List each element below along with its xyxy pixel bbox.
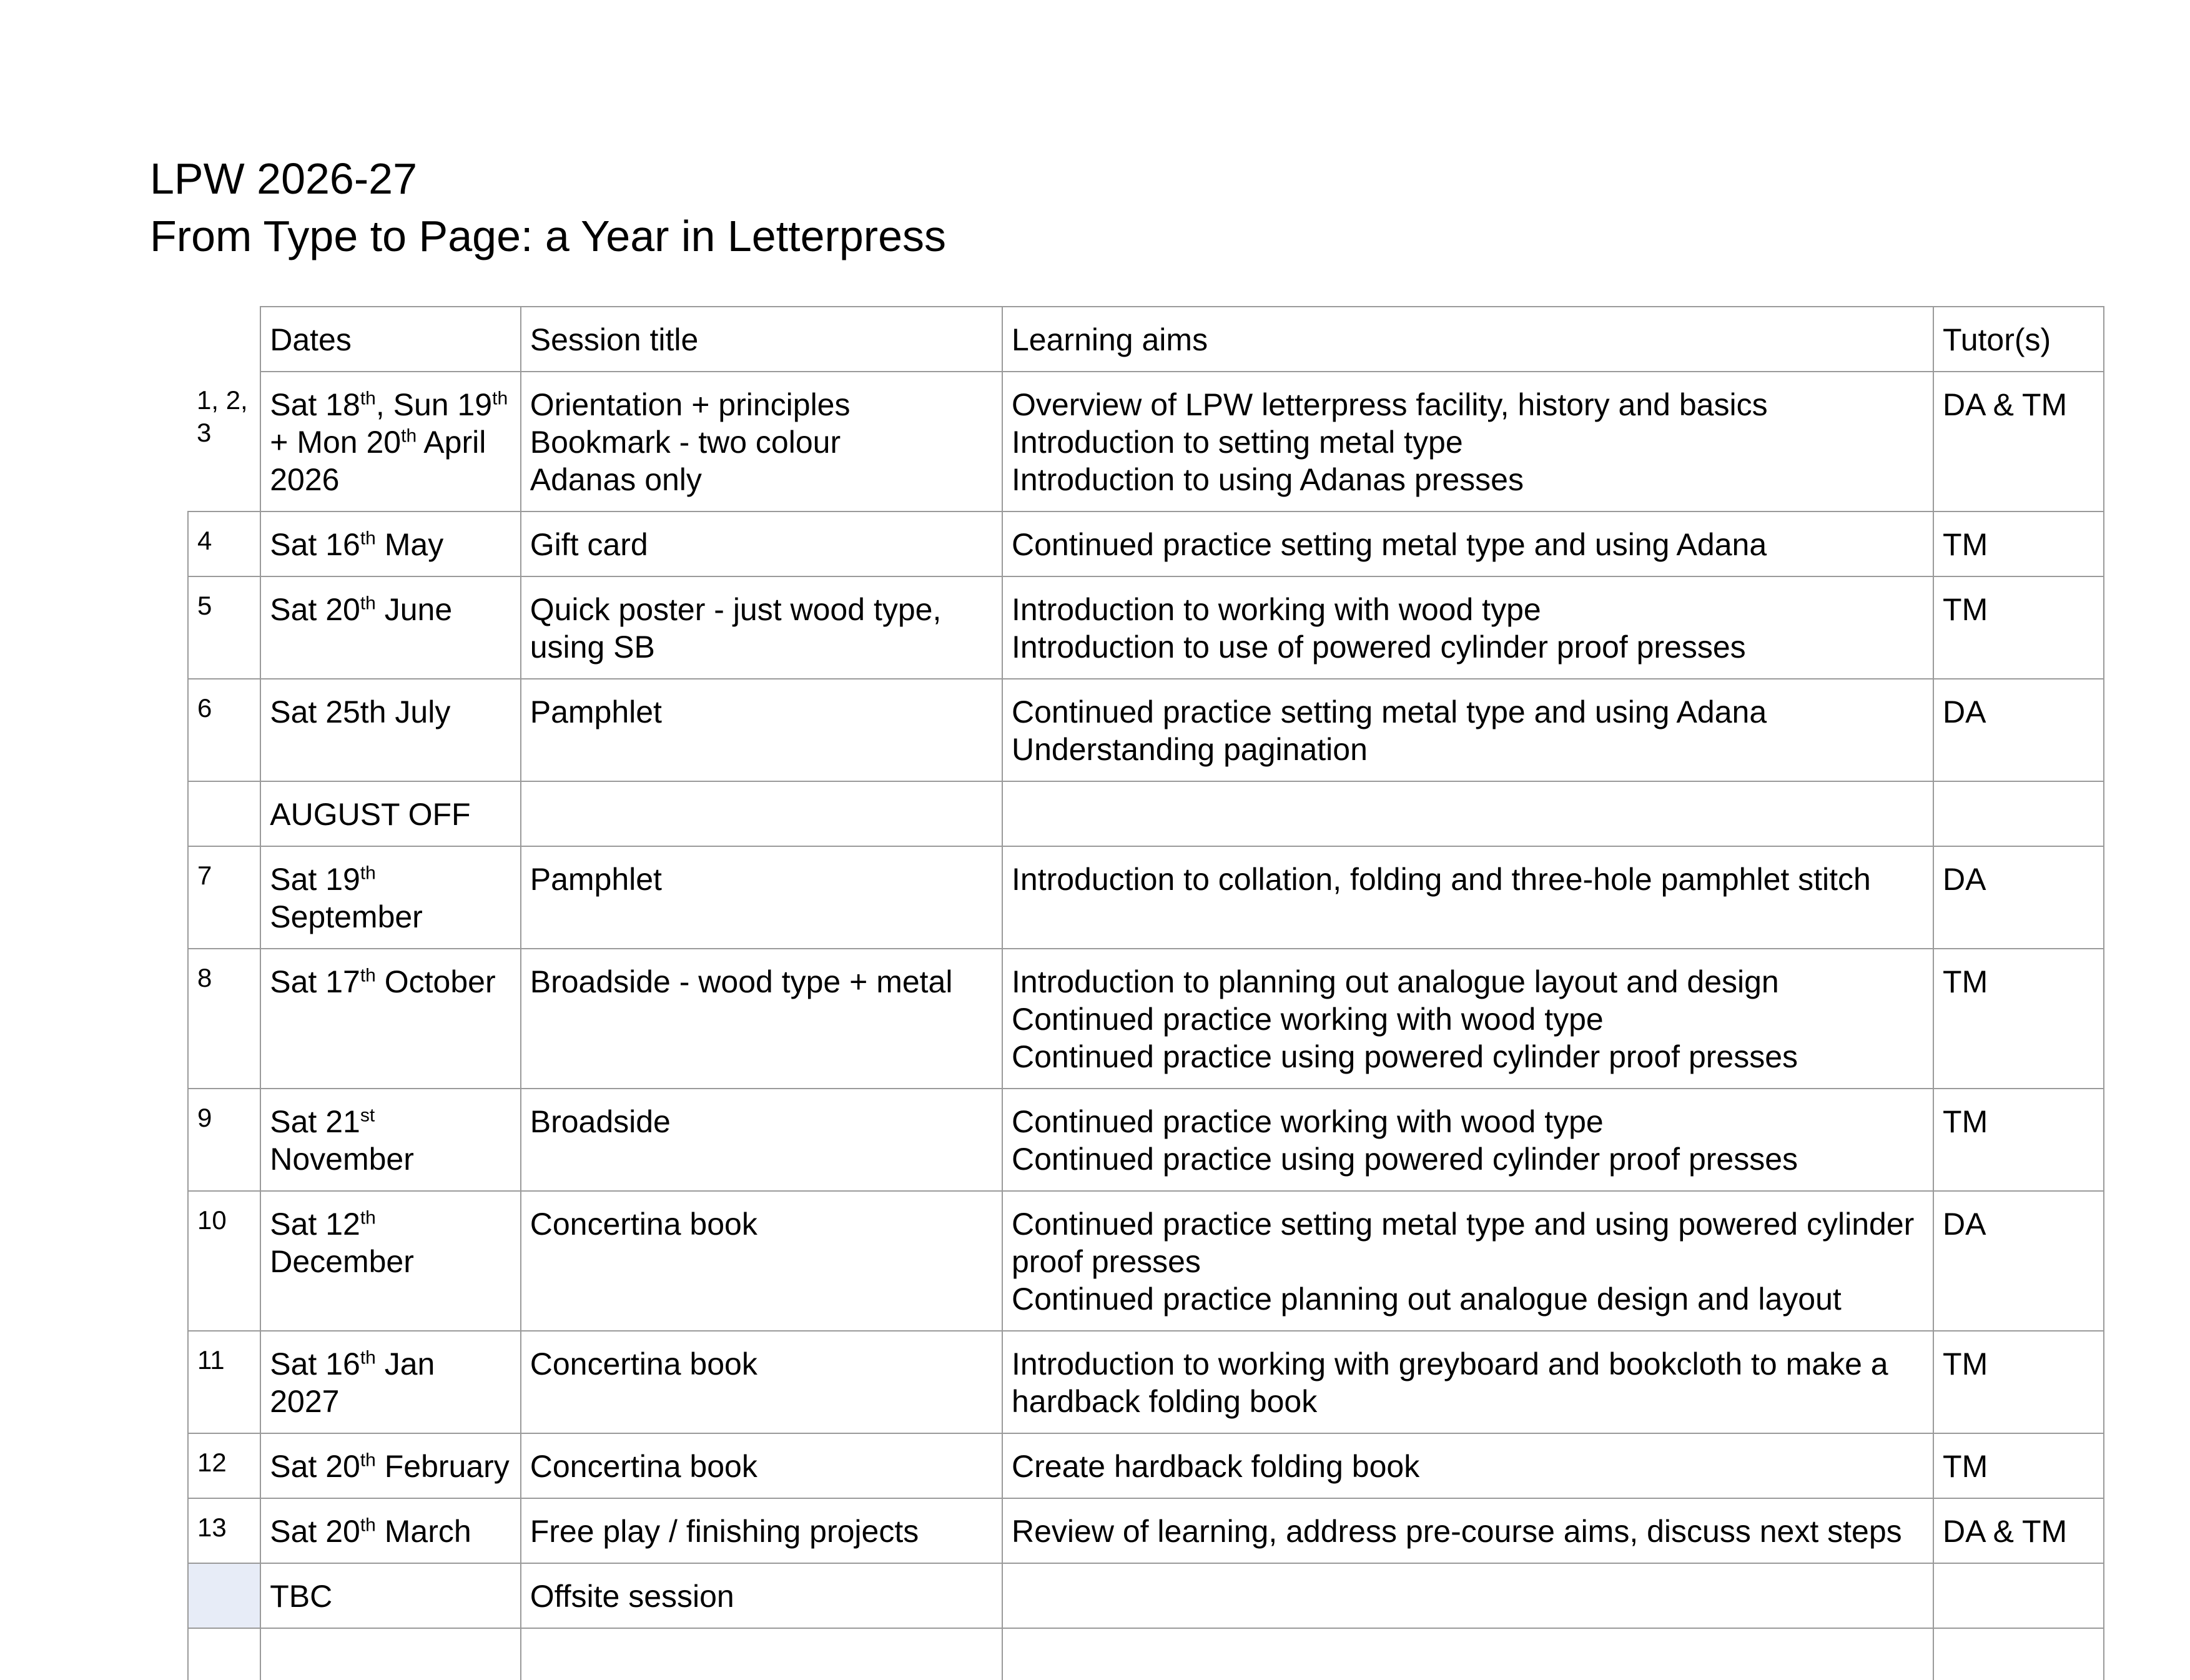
date-ordinal-suffix: st bbox=[360, 1105, 375, 1126]
schedule-table bbox=[187, 306, 2104, 1680]
table-row-empty bbox=[188, 1628, 2104, 1680]
session-title bbox=[521, 846, 1002, 949]
session-title-line: Gift card bbox=[530, 527, 648, 562]
date-ordinal-suffix: th bbox=[360, 593, 376, 614]
learning-aims bbox=[1002, 1498, 1933, 1563]
tutors: TM bbox=[1933, 1433, 2104, 1498]
tutors: TM bbox=[1933, 1331, 2104, 1433]
table-row bbox=[188, 511, 2104, 576]
session-title-line: Bookmark - two colour bbox=[530, 425, 841, 460]
learning-aims bbox=[1002, 949, 1933, 1089]
session-title-line: Free play / finishing projects bbox=[530, 1514, 919, 1549]
date-text: Sat 21 bbox=[270, 1104, 360, 1139]
document-header bbox=[150, 150, 946, 265]
tutors: TM bbox=[1933, 1089, 2104, 1191]
empty-cell bbox=[1933, 1628, 2104, 1680]
table-row bbox=[188, 1563, 2104, 1628]
session-number: 9 bbox=[188, 1089, 260, 1191]
table-row bbox=[188, 576, 2104, 679]
session-title-line: Pamphlet bbox=[530, 694, 662, 729]
learning-aim-line: Continued practice setting metal type and using Adana bbox=[1012, 694, 1767, 729]
tutors: DA & TM bbox=[1933, 372, 2104, 511]
session-number: 13 bbox=[188, 1498, 260, 1563]
date-ordinal-suffix: th bbox=[360, 528, 376, 549]
learning-aim-line: Introduction to setting metal type bbox=[1012, 425, 1463, 460]
session-title bbox=[521, 1563, 1002, 1628]
date-text: Sat 20 bbox=[270, 1514, 360, 1549]
tutors bbox=[1933, 781, 2104, 846]
date-ordinal-suffix: th bbox=[360, 388, 376, 409]
date-text: Sat 12 bbox=[270, 1207, 360, 1242]
date-text: Sat 18 bbox=[270, 387, 360, 422]
learning-aims bbox=[1002, 1191, 1933, 1331]
session-title-line: Adanas only bbox=[530, 462, 702, 497]
session-number: 10 bbox=[188, 1191, 260, 1331]
date-text: December bbox=[270, 1244, 414, 1279]
table-header-row bbox=[188, 307, 2104, 372]
date-ordinal-suffix: th bbox=[401, 425, 417, 447]
date-text: Jan 2027 bbox=[270, 1346, 435, 1419]
date-text: Sat 17 bbox=[270, 964, 360, 999]
table-row bbox=[188, 372, 2104, 511]
table-row bbox=[188, 781, 2104, 846]
column-header-number bbox=[188, 307, 260, 372]
session-title bbox=[521, 1089, 1002, 1191]
learning-aim-line: Review of learning, address pre-course aims, discuss next steps bbox=[1012, 1514, 1902, 1549]
table-row bbox=[188, 1433, 2104, 1498]
session-number: 4 bbox=[188, 511, 260, 576]
table-row bbox=[188, 949, 2104, 1089]
session-title bbox=[521, 1331, 1002, 1433]
date-text: March bbox=[375, 1514, 471, 1549]
date-text: TBC bbox=[270, 1579, 333, 1614]
learning-aim-line: Overview of LPW letterpress facility, history and basics bbox=[1012, 387, 1768, 422]
session-number: 8 bbox=[188, 949, 260, 1089]
session-title-line: Pamphlet bbox=[530, 862, 662, 897]
date-ordinal-suffix: th bbox=[360, 1347, 376, 1368]
date-text: June bbox=[375, 592, 453, 627]
session-date bbox=[260, 679, 520, 781]
table-row bbox=[188, 1191, 2104, 1331]
column-header-learning-aims: Learning aims bbox=[1002, 307, 1933, 372]
learning-aim-line: Understanding pagination bbox=[1012, 732, 1368, 767]
session-title-line: Broadside - wood type + metal bbox=[530, 964, 953, 999]
session-date bbox=[260, 372, 520, 511]
session-date bbox=[260, 511, 520, 576]
column-header-dates: Dates bbox=[260, 307, 520, 372]
learning-aim-line: Continued practice using powered cylinder proof presses bbox=[1012, 1142, 1798, 1177]
session-date bbox=[260, 781, 520, 846]
session-title-line: Broadside bbox=[530, 1104, 671, 1139]
session-date bbox=[260, 1433, 520, 1498]
date-text: February bbox=[375, 1449, 510, 1484]
date-text: April 2026 bbox=[270, 425, 486, 497]
date-text: October bbox=[375, 964, 496, 999]
tutors: DA & TM bbox=[1933, 1498, 2104, 1563]
learning-aim-line: Introduction to planning out analogue layout and design bbox=[1012, 964, 1779, 999]
learning-aim-line: Introduction to working with greyboard and bookcloth to make a hardback folding book bbox=[1012, 1346, 1888, 1419]
session-title bbox=[521, 1433, 1002, 1498]
table-row bbox=[188, 1089, 2104, 1191]
session-title bbox=[521, 949, 1002, 1089]
learning-aim-line: Introduction to use of powered cylinder proof presses bbox=[1012, 630, 1746, 665]
date-text: Sat 20 bbox=[270, 592, 360, 627]
date-text: Sat 16 bbox=[270, 1346, 360, 1381]
session-date bbox=[260, 1563, 520, 1628]
session-number bbox=[188, 781, 260, 846]
learning-aims bbox=[1002, 846, 1933, 949]
learning-aims bbox=[1002, 781, 1933, 846]
date-ordinal-suffix: th bbox=[360, 862, 376, 884]
learning-aim-line: Continued practice working with wood type bbox=[1012, 1002, 1604, 1037]
tutors bbox=[1933, 1563, 2104, 1628]
session-title bbox=[521, 576, 1002, 679]
table-row bbox=[188, 1331, 2104, 1433]
column-header-tutors: Tutor(s) bbox=[1933, 307, 2104, 372]
learning-aim-line: Continued practice setting metal type and using powered cylinder proof presses bbox=[1012, 1207, 1915, 1279]
learning-aims bbox=[1002, 1563, 1933, 1628]
session-title bbox=[521, 511, 1002, 576]
empty-cell bbox=[521, 1628, 1002, 1680]
learning-aim-line: Introduction to using Adanas presses bbox=[1012, 462, 1524, 497]
session-date bbox=[260, 1498, 520, 1563]
date-text: November bbox=[270, 1142, 414, 1177]
learning-aims bbox=[1002, 576, 1933, 679]
tutors: DA bbox=[1933, 679, 2104, 781]
date-text: May bbox=[375, 527, 444, 562]
date-text: Sat 16 bbox=[270, 527, 360, 562]
session-number: 12 bbox=[188, 1433, 260, 1498]
session-date bbox=[260, 576, 520, 679]
session-title-line: Concertina book bbox=[530, 1346, 757, 1381]
session-date bbox=[260, 846, 520, 949]
learning-aims bbox=[1002, 372, 1933, 511]
session-title-line: Orientation + principles bbox=[530, 387, 851, 422]
session-number: 5 bbox=[188, 576, 260, 679]
table-row bbox=[188, 679, 2104, 781]
document-subtitle: From Type to Page: a Year in Letterpress bbox=[150, 212, 947, 260]
session-title bbox=[521, 1498, 1002, 1563]
learning-aim-line: Continued practice planning out analogue design and layout bbox=[1012, 1282, 1842, 1317]
session-date bbox=[260, 1191, 520, 1331]
session-number: 6 bbox=[188, 679, 260, 781]
session-title bbox=[521, 679, 1002, 781]
learning-aims bbox=[1002, 511, 1933, 576]
date-text: Sat 25th July bbox=[270, 694, 451, 729]
session-number: 11 bbox=[188, 1331, 260, 1433]
date-text: , Sun 19 bbox=[375, 387, 493, 422]
session-number bbox=[188, 1563, 260, 1628]
tutors: DA bbox=[1933, 846, 2104, 949]
learning-aim-line: Continued practice setting metal type and using Adana bbox=[1012, 527, 1767, 562]
learning-aims bbox=[1002, 1331, 1933, 1433]
session-title-line: Concertina book bbox=[530, 1207, 757, 1242]
session-title-line: Offsite session bbox=[530, 1579, 734, 1614]
empty-cell bbox=[260, 1628, 520, 1680]
session-date bbox=[260, 1089, 520, 1191]
date-ordinal-suffix: th bbox=[492, 388, 508, 409]
session-title-line: Concertina book bbox=[530, 1449, 757, 1484]
session-number: 1, 2, 3 bbox=[188, 372, 260, 511]
session-title bbox=[521, 1191, 1002, 1331]
session-title bbox=[521, 781, 1002, 846]
learning-aim-line: Create hardback folding book bbox=[1012, 1449, 1420, 1484]
tutors: DA bbox=[1933, 1191, 2104, 1331]
tutors: TM bbox=[1933, 511, 2104, 576]
date-ordinal-suffix: th bbox=[360, 1514, 376, 1536]
empty-cell bbox=[188, 1628, 260, 1680]
empty-cell bbox=[1002, 1628, 1933, 1680]
learning-aim-line: Introduction to working with wood type bbox=[1012, 592, 1541, 627]
date-ordinal-suffix: th bbox=[360, 1450, 376, 1471]
session-date bbox=[260, 1331, 520, 1433]
tutors: TM bbox=[1933, 949, 2104, 1089]
session-title bbox=[521, 372, 1002, 511]
date-text: + Mon 20 bbox=[270, 425, 402, 460]
learning-aims bbox=[1002, 679, 1933, 781]
date-ordinal-suffix: th bbox=[360, 965, 376, 986]
tutors: TM bbox=[1933, 576, 2104, 679]
date-text: Sat 20 bbox=[270, 1449, 360, 1484]
learning-aim-line: Continued practice using powered cylinder proof presses bbox=[1012, 1039, 1798, 1074]
learning-aims bbox=[1002, 1089, 1933, 1191]
date-text: AUGUST OFF bbox=[270, 797, 471, 832]
table-row bbox=[188, 1498, 2104, 1563]
session-number: 7 bbox=[188, 846, 260, 949]
table-row bbox=[188, 846, 2104, 949]
learning-aim-line: Continued practice working with wood type bbox=[1012, 1104, 1604, 1139]
date-ordinal-suffix: th bbox=[360, 1207, 376, 1228]
session-date bbox=[260, 949, 520, 1089]
date-text: Sat 19 bbox=[270, 862, 360, 897]
document-title: LPW 2026-27 bbox=[150, 154, 418, 203]
learning-aim-line: Introduction to collation, folding and three-hole pamphlet stitch bbox=[1012, 862, 1871, 897]
session-title-line: Quick poster - just wood type, using SB bbox=[530, 592, 942, 665]
date-text: September bbox=[270, 899, 423, 934]
learning-aims bbox=[1002, 1433, 1933, 1498]
column-header-session-title: Session title bbox=[521, 307, 1002, 372]
